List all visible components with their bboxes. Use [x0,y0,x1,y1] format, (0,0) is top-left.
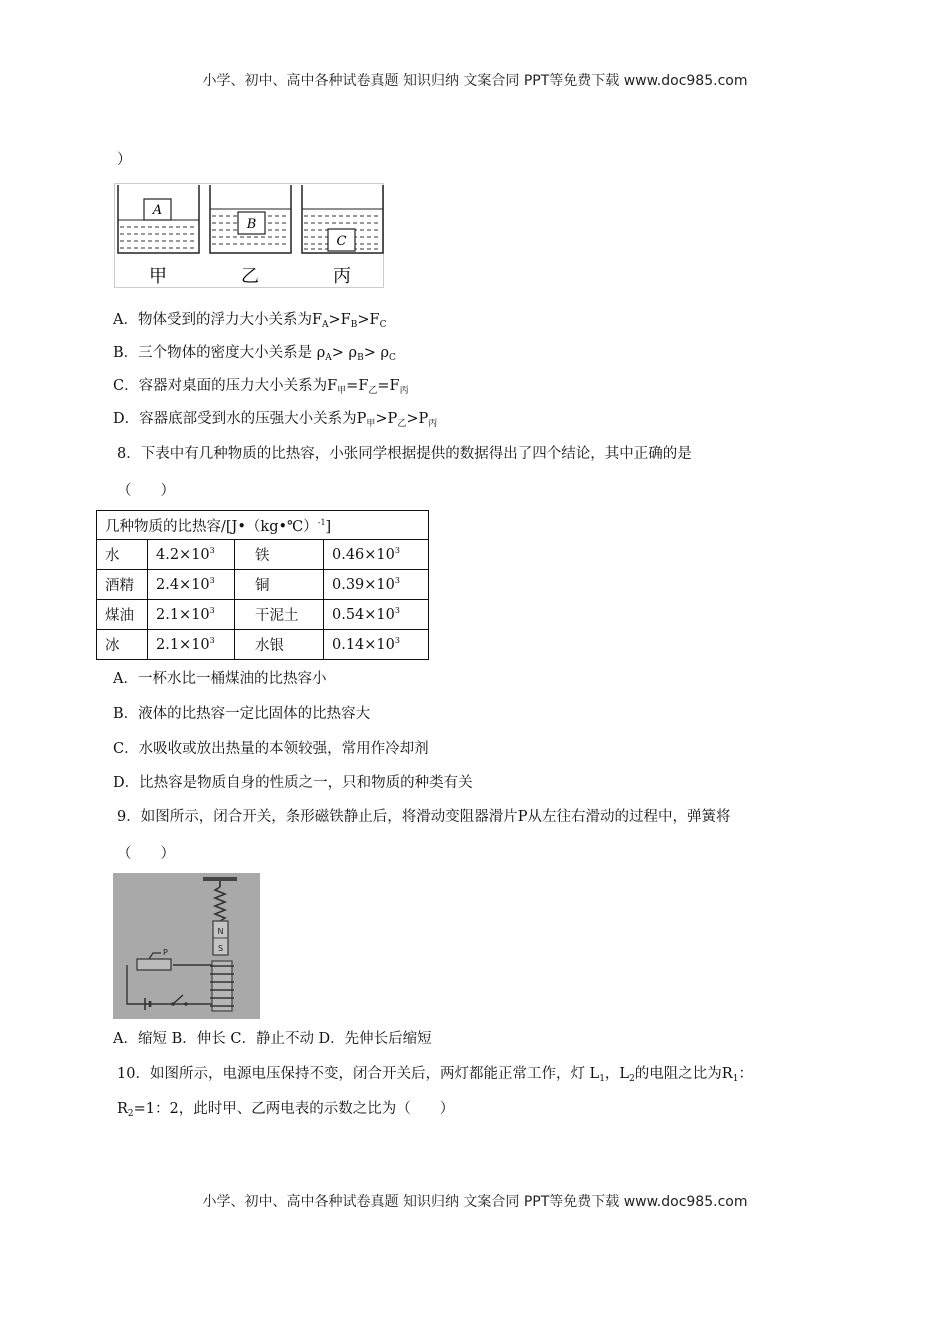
q9-circuit-photo [113,873,260,1019]
block-a-label: A [152,203,163,218]
q8-option-c: C．水吸收或放出热量的本领较强，常用作冷却剂 [113,741,429,757]
table-title: 几种物质的比热容/[J•（kg•℃）$^{-1}$] [97,511,429,540]
q10-stem-line2: $R_2=1$：2，此时甲、乙两电表的示数之比为（ ） [117,1101,455,1119]
svg-text:P: P [163,948,168,957]
specific-heat-table [96,510,429,660]
block-c-label: C [336,234,347,249]
q7-containers-figure [114,183,386,289]
label-bing: 丙 [333,266,351,287]
table-row: 酒精 $2.4\times 10^3$ 铜 $0.39\times 10^3$ [97,570,429,600]
q8-option-a: A．一杯水比一桶煤油的比热容小 [113,671,327,687]
rheostat [137,959,171,970]
svg-text:N: N [217,927,224,936]
q7-option-c: C．容器对桌面的压力大小关系为$F_甲=F_乙=F_丙$ [113,378,409,396]
q7-option-b: B．三个物体的密度大小关系是 $\rho_A> \rho_B> \rho_C$ [113,345,396,363]
block-b-label: B [246,217,257,232]
solenoid-coil [212,961,232,1011]
table-row: 冰 $2.1\times 10^3$ 水银 $0.14\times 10^3$ [97,630,429,660]
q8-option-b: B．液体的比热容一定比固体的比热容大 [113,706,371,722]
label-jia: 甲 [149,266,167,287]
q8-stem: 8．下表中有几种物质的比热容，小张同学根据提供的数据得出了四个结论，其中正确的是 [117,446,692,462]
container-jia [118,185,199,253]
table-row: 水 $4.2\times 10^3$ 铁 $0.46\times 10^3$ [97,540,429,570]
table-row: 煤油 $2.1\times 10^3$ 干泥土 $0.54\times 10^3$ [97,600,429,630]
q9-answer-paren: （ ） [117,846,175,862]
q10-stem-line1: 10．如图所示，电源电压保持不变，闭合开关后，两灯都能正常工作，灯 $L_1$，$L_2$的电阻之比为$R_1$： [117,1066,753,1084]
svg-text:S: S [217,944,224,953]
q9-options: A．缩短 B．伸长 C．静止不动 D．先伸长后缩短 [113,1031,432,1047]
q7-option-d: D．容器底部受到水的压强大小关系为$P_甲>P_乙>P_丙$ [113,411,438,429]
page-header: 小学、初中、高中各种试卷真题 知识归纳 文案合同 PPT等免费下载 www.doc985.com [202,73,748,89]
q9-stem: 9．如图所示，闭合开关，条形磁铁静止后，将滑动变阻器滑片P从左往右滑动的过程中，弹簧将 [117,809,731,825]
q8-option-d: D．比热容是物质自身的性质之一，只和物质的种类有关 [113,775,473,791]
label-yi: 乙 [241,266,259,287]
q7-stem-tail: ） [117,152,132,168]
q7-option-a: A．物体受到的浮力大小关系为$F_A>F_B>F_C$ [113,312,387,330]
page-footer: 小学、初中、高中各种试卷真题 知识归纳 文案合同 PPT等免费下载 www.doc985.com [202,1194,748,1210]
q8-answer-paren: （ ） [117,483,175,499]
